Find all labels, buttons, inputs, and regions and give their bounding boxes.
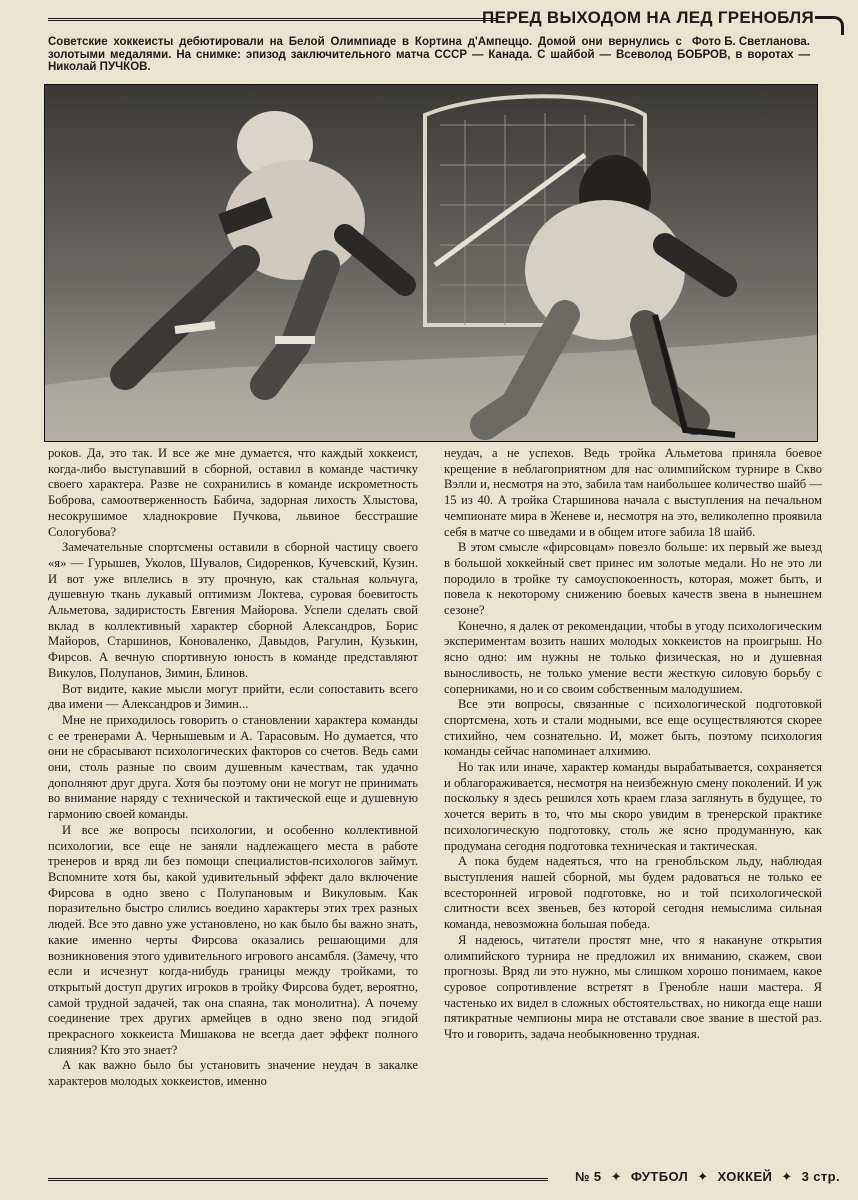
article-right-column xyxy=(444,446,822,1146)
paragraph: Все эти вопросы, связанные с психологической подготовкой спортсмена, хоть и стали модными, все еще осуществляются скорее стихийно, чем сознательно. И, может быть, поэтому психология команды сейчас напоминает алхимию. xyxy=(444,697,822,759)
page-header xyxy=(48,6,848,32)
paragraph: И все же вопросы психологии, и особенно коллективной психологии, все еще не заняли надлежащего места в работе тренеров и вряд ли без помощи специалистов-психологов займут. Вспомните хотя бы, какой удивительный эффект дало включение Фирсова в одно звено с Полупановым и Викуловым. Как поразительно быстро слились воедино характеры этих трех разных людей. Все это давно уже установлено, но как было бы важно знать, какие именно черты Фирсова оказались решающими для возникновения этого удивительного игрового ансамбля. (Замечу, что если и исчезнут когда-нибудь границы между тройками, то открытый доступ других игроков в тройку Фирсова будет, вероятно, самой трудной задачей, так она спаяна, так монолитна). А почему соединение трех других армейцев в одно звено под эгидой прекрасного хоккеиста Мишакова не всегда дает эффект полного слияния? Кто это знает? xyxy=(48,822,418,1057)
paragraph: Но так или иначе, характер команды вырабатывается, сохраняется и облагораживается, несмотря на неизбежную смену поколений. И уж поскольку я здесь решился хоть краем глаза заглянуть в будущее, то хочется верить в то, что мы скоро увидим в тренерской практике психологическую подготовку, столь же ясно продуманную, как продумана сегодня подготовка техническая и тактическая. xyxy=(444,760,822,853)
photo-caption xyxy=(48,36,810,74)
footer-rule xyxy=(48,1178,548,1181)
paragraph: роков. Да, это так. И все же мне думается, что каждый хоккеист, когда-либо выступавший в сборной, оставил в команде частичку своего характера. Разве не сохранились в команде искрометность Боброва, самоотверженность Бабича, задорная лихость Хлыстова, несокрушимое хладнокровие Пучкова, львиное бесстрашие Сологубова? xyxy=(48,446,418,539)
paragraph: В этом смысле «фирсовцам» повезло больше: их первый же выезд в большой хоккейный свет принес им золотые медали. Но не это ли породило в тройке ту самоуспокоенность, которая, может быть, и повела к некоторому снижению боевых качеств звена в нынешнем сезоне? xyxy=(444,540,822,618)
article-left-column xyxy=(48,446,418,1146)
separator-icon: ✦ xyxy=(697,1169,709,1184)
separator-icon: ✦ xyxy=(781,1169,793,1184)
header-rule xyxy=(48,18,498,21)
footer-text xyxy=(575,1169,840,1185)
paragraph: Я надеюсь, читатели простят мне, что я накануне открытия олимпийского турнира не предложил их вниманию, скажем, свои прогнозы. Вряд ли это нужно, мы слишком хорошо понимаем, какое суровое сопротивление встретят в Гренобле наши мастера. Я частенько их видел в сложных обстоятельствах, но никогда еще наши пятикратные чемпионы мира не отставали свое звание в шестой раз. Что и говорить, задача необыкновенно трудная. xyxy=(444,932,822,1042)
paragraph: Конечно, я далек от рекомендации, чтобы в угоду психологическим экспериментам возить наших молодых хоккеистов на проигрыш. Но ясно одно: им нужны не только физическая, но и душевная выносливость, не только умение вести жесткую силовую борьбу с соперниками, но и со своим собственным малодушием. xyxy=(444,618,822,696)
paragraph: Замечательные спортсмены оставили в сборной частицу своего «я» — Гурышев, Уколов, Шувалов, Сидоренков, Кучевский, Кузин. И вот уже вплелись в эту прочную, как стальная кольчуга, душевную ткань лукавый оптимизм Локтева, суровая боевитость Альметова, задиристость Евгения Майорова. Успели сделать свой вклад в коллективный характер сборной Александров, Борис Майоров, Старшинов, Коноваленко, Давыдов, Рагулин, Кузькин, Фирсов. А вечную спортивную юность в команде представляют Викулов, Полупанов, Зимин, Блинов. xyxy=(48,540,418,680)
photo-credit: Фото Б. Светланова. xyxy=(691,36,810,48)
photo-illustration xyxy=(45,85,817,441)
section-football: ФУТБОЛ xyxy=(630,1169,689,1184)
paragraph: Вот видите, какие мысли могут прийти, если сопоставить всего два имени — Александров и Зимин... xyxy=(48,681,418,712)
header-title: ПЕРЕД ВЫХОДОМ НА ЛЕД ГРЕНОБЛЯ xyxy=(482,8,814,27)
page-footer xyxy=(48,1168,848,1192)
issue-number: № 5 xyxy=(575,1169,602,1184)
page-number: 3 стр. xyxy=(801,1169,840,1184)
paragraph: неудач, а не успехов. Ведь тройка Альметова приняла боевое крещение в неблагоприятном для нас олимпийском турнире в Скво Вэлли и, несмотря на это, забила там наибольшее количество шайб — 15 из 40. А тройка Старшинова начала с выступления на печальном чемпионате мира в Женеве и, несмотря на это, великолепно проявила себя в матче со шведами и в общем итоге забила 18 шайб. xyxy=(444,446,822,539)
paragraph: А как важно было бы установить значение неудач в закалке характеров молодых хоккеистов, именно xyxy=(48,1058,418,1089)
paragraph: А пока будем надеяться, что на гренобльском льду, наблюдая выступления нашей сборной, мы будем радоваться не только ее всесторонней игровой подготовке, но и той психологической слитности всех звеньев, без которой сегодня немыслима сильная команда, невозможна большая победа. xyxy=(444,854,822,932)
caption-text: Советские хоккеисты дебютировали на Белой Олимпиаде в Кортина д'Ампеццо. Домой они вернулись с золотыми медалями. На снимке: эпизод заключительного матча СССР — Канада. С шайбой — Всеволод БОБРОВ, в воротах — Николай ПУЧКОВ. xyxy=(48,36,810,74)
header-hook-ornament xyxy=(815,16,844,35)
section-hockey: ХОККЕЙ xyxy=(717,1169,773,1184)
separator-icon: ✦ xyxy=(610,1169,622,1184)
hockey-match-photo xyxy=(44,84,818,442)
paragraph: Мне не приходилось говорить о становлении характера команды с ее тренерами А. Чернышевым и А. Тарасовым. Но думается, что они не сбрасывают психологических факторов со счетов. Ведь сами они, столь разные по своим душевным качествам, так удачно дополняют друг друга. Хотя бы поэтому они не могут не принимать во внимание наряду с технической и тактической еще и душевную гармонию своей команды. xyxy=(48,712,418,822)
